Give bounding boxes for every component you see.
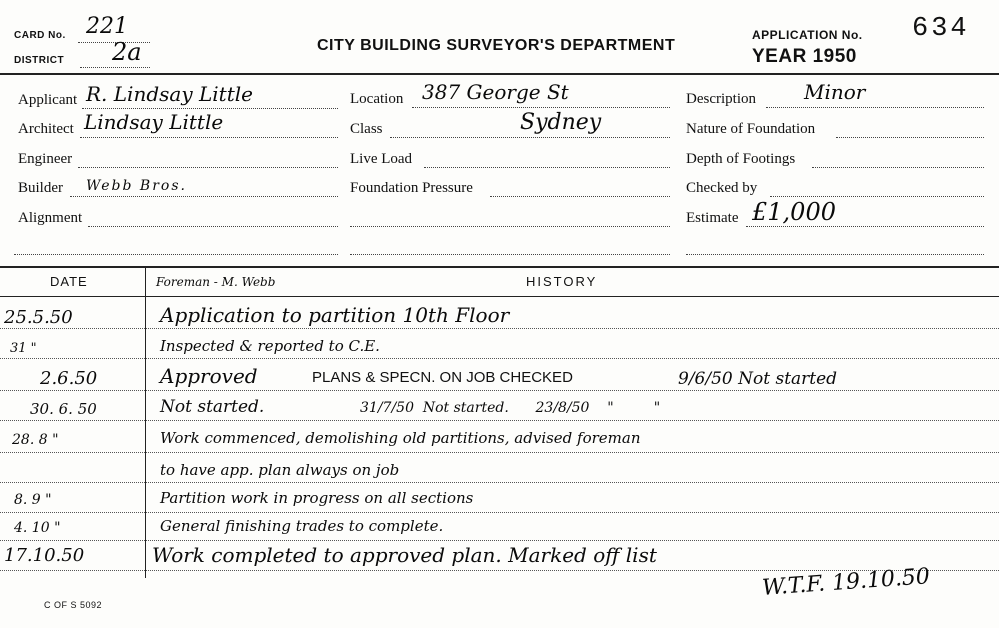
location-value: 387 George St: [422, 80, 569, 104]
district-label: DISTRICT: [14, 55, 65, 66]
builder-line: [70, 196, 338, 197]
history-entry: to have app. plan always on job: [160, 461, 400, 479]
class-value: Sydney: [520, 110, 602, 135]
description-line: [766, 107, 984, 108]
history-header: HISTORY: [526, 274, 598, 289]
location-label: Location: [350, 91, 404, 107]
spare-line-right: [686, 254, 984, 255]
nature-label: Nature of Foundation: [686, 121, 816, 137]
history-date: 31 ": [10, 341, 37, 356]
header-rule: [0, 73, 999, 75]
row-line: [0, 328, 999, 329]
spare-line-mid-2: [350, 254, 670, 255]
applicant-value: R. Lindsay Little: [86, 82, 253, 106]
row-line: [0, 540, 999, 541]
row-line: [0, 390, 999, 391]
estimate-label: Estimate: [686, 210, 739, 226]
history-date: 28. 8 ": [12, 432, 59, 448]
history-entry: Partition work in progress on all sections: [160, 489, 474, 507]
date-column-rule: [145, 268, 146, 578]
history-entry: Application to partition 10th Floor: [160, 303, 510, 327]
inspector-signature: W.T.F. 19.10.50: [761, 564, 931, 601]
depth-label: Depth of Footings: [686, 151, 796, 167]
nature-line: [836, 137, 984, 138]
row-line: [0, 512, 999, 513]
history-date: 4. 10 ": [14, 520, 61, 536]
alignment-label: Alignment: [18, 210, 83, 226]
builder-value: Webb Bros.: [86, 178, 187, 194]
history-entry: Work commenced, demolishing old partitions, advised foreman: [160, 429, 641, 447]
history-entry: Inspected & reported to C.E.: [160, 337, 380, 355]
history-extra: 31/7/50 Not started. 23/8/50 " ": [360, 400, 661, 416]
class-label: Class: [350, 121, 383, 137]
alignment-line: [88, 226, 338, 227]
live-load-line: [424, 167, 670, 168]
row-line: [0, 358, 999, 359]
architect-value: Lindsay Little: [84, 110, 224, 134]
district-line: [80, 67, 150, 68]
estimate-value: £1,000: [752, 198, 836, 226]
history-entry: Approved: [160, 364, 258, 388]
architect-label: Architect: [18, 121, 74, 137]
table-header-rule: [0, 296, 999, 297]
live-load-label: Live Load: [350, 151, 413, 167]
history-entry: Not started.: [160, 397, 265, 417]
date-header: DATE: [50, 274, 88, 289]
table-top-rule: [0, 266, 999, 268]
engineer-line: [78, 167, 338, 168]
description-value: Minor: [804, 80, 866, 104]
department-title: CITY BUILDING SURVEYOR'S DEPARTMENT: [317, 37, 676, 54]
spare-line-mid-1: [350, 226, 670, 227]
architect-line: [80, 137, 338, 138]
row-line: [0, 420, 999, 421]
year: YEAR 1950: [752, 46, 857, 67]
history-entry: Work completed to approved plan. Marked off list: [152, 543, 657, 567]
spare-line-left: [14, 254, 338, 255]
row-line: [0, 482, 999, 483]
engineer-label: Engineer: [18, 151, 73, 167]
card-no-value: 221: [86, 14, 128, 39]
location-line: [412, 107, 670, 108]
estimate-line: [746, 226, 984, 227]
job-checked-stamp: PLANS & SPECN. ON JOB CHECKED: [312, 369, 573, 386]
checked-label: Checked by: [686, 180, 758, 196]
applicant-line: [82, 108, 338, 109]
builder-label: Builder: [18, 180, 63, 196]
history-entry: General finishing trades to complete.: [160, 517, 444, 535]
card-no-label: CARD No.: [14, 30, 66, 41]
district-value: 2a: [112, 38, 142, 66]
depth-line: [812, 167, 984, 168]
foreman-note: Foreman - M. Webb: [156, 275, 276, 289]
applicant-label: Applicant: [18, 92, 78, 108]
checked-line: [770, 196, 984, 197]
foundation-pressure-label: Foundation Pressure: [350, 180, 473, 196]
history-date: 25.5.50: [4, 307, 73, 328]
class-line: [390, 137, 670, 138]
application-no-value: 634: [912, 14, 970, 44]
description-label: Description: [686, 91, 756, 107]
foundation-pressure-line: [490, 196, 670, 197]
history-date: 2.6.50: [40, 368, 98, 389]
application-no-label: APPLICATION No.: [752, 28, 863, 42]
history-date: 17.10.50: [4, 545, 85, 566]
form-code: C OF S 5092: [44, 600, 103, 610]
history-date: 30. 6. 50: [30, 400, 97, 418]
row-line: [0, 452, 999, 453]
history-extra: 9/6/50 Not started: [678, 369, 838, 389]
history-date: 8. 9 ": [14, 492, 52, 508]
